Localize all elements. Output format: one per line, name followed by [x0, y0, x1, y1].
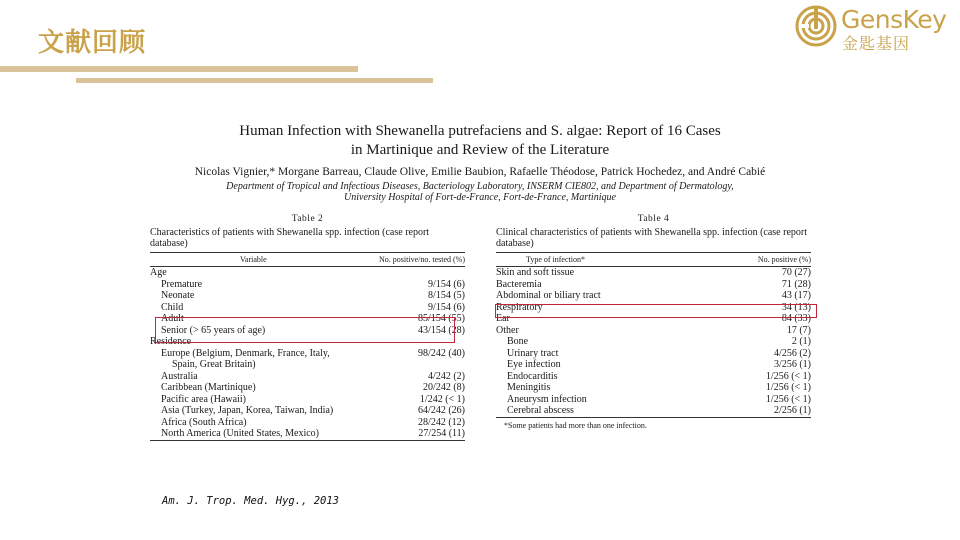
table-row	[150, 290, 465, 302]
row-label: Spain, Great Britain)	[172, 359, 256, 370]
table-4	[496, 214, 811, 430]
row-label: Respiratory	[496, 301, 543, 313]
row-value: 70 (27)	[781, 267, 811, 278]
logo-name: GensKey	[841, 5, 947, 34]
row-label: Adult	[161, 313, 184, 324]
row-label: Age	[150, 267, 167, 278]
table-4-col-value: No. positive (%)	[757, 255, 811, 264]
decorative-bar-bottom	[76, 78, 433, 83]
row-label: Senior (> 65 years of age)	[161, 324, 266, 336]
table-4-caption: Clinical characteristics of patients with Shewanella spp. infection (case report database)	[496, 227, 808, 249]
table-row	[496, 336, 811, 348]
table-2-header	[150, 252, 465, 267]
decorative-bar-top	[0, 66, 358, 72]
row-value: 8/154 (5)	[428, 290, 465, 301]
row-value: 98/242 (40)	[418, 347, 465, 359]
table-row	[150, 302, 465, 314]
row-value: 27/254 (11)	[418, 428, 465, 439]
row-label: North America (United States, Mexico)	[161, 428, 320, 439]
row-value: 9/154 (6)	[428, 278, 465, 290]
table-row	[496, 325, 811, 337]
row-label: Residence	[150, 336, 192, 347]
row-label: Europe (Belgium, Denmark, France, Italy,	[161, 347, 330, 359]
table-2-col-variable: Variable	[240, 255, 267, 264]
row-value: 2/256 (1)	[774, 405, 811, 416]
highlight-box-respiratory	[495, 301, 817, 318]
table-2-bottom-rule	[150, 440, 465, 441]
row-value: 71 (28)	[781, 278, 811, 290]
row-value: 84 (33)	[781, 313, 811, 324]
paper-title	[150, 122, 810, 160]
table-row	[150, 405, 465, 417]
affiliation-line2: University Hospital of Fort-de-France, Fort-de-France, Martinique	[344, 192, 616, 203]
row-value: 9/154 (6)	[428, 301, 465, 313]
row-value: 4/242 (2)	[428, 370, 465, 382]
table-2-caption: Characteristics of patients with Shewanella spp. infection (case report database)	[150, 227, 430, 249]
row-label: Abdominal or biliary tract	[496, 290, 601, 301]
row-value: 3/256 (1)	[774, 359, 811, 370]
row-label: Ear	[496, 313, 510, 324]
table-row	[496, 405, 811, 417]
table-row	[150, 267, 465, 279]
row-label: Asia (Turkey, Japan, Korea, Taiwan, India)	[161, 405, 334, 416]
table-4-body	[496, 267, 811, 417]
table-row	[150, 371, 465, 383]
table-row	[496, 394, 811, 406]
row-label: Meningitis	[507, 382, 551, 393]
row-label: Neonate	[161, 290, 195, 301]
table-4-name: Table 4	[637, 214, 670, 224]
slide-title: 文献回顾	[38, 28, 147, 58]
row-label: Premature	[161, 278, 203, 290]
citation: Am. J. Trop. Med. Hyg., 2013	[162, 495, 340, 507]
row-label: Caribbean (Martinique)	[161, 382, 256, 393]
table-row	[496, 371, 811, 383]
table-2-col-value: No. positive/no. tested (%)	[379, 255, 465, 264]
table-4-col-type: Type of infection*	[526, 255, 585, 264]
table-row	[150, 382, 465, 394]
table-4-footnote: *Some patients had more than one infection.	[504, 420, 647, 430]
row-label: Other	[496, 324, 519, 336]
highlight-box-age	[155, 317, 455, 343]
row-value: 17 (7)	[786, 324, 811, 336]
affiliation-line1: Department of Tropical and Infectious Diseases, Bacteriology Laboratory, INSERM CIE802, and Department of Dermatology,	[226, 181, 734, 192]
logo-subtitle: 金匙基因	[842, 34, 911, 53]
table-row	[150, 359, 465, 371]
table-row	[496, 348, 811, 360]
row-label: Africa (South Africa)	[161, 416, 247, 428]
row-label: Aneurysm infection	[507, 393, 587, 405]
row-value: 2 (1)	[791, 336, 811, 347]
table-row	[496, 382, 811, 394]
paper-authors: Nicolas Vignier,* Morgane Barreau, Claude Olive, Emilie Baubion, Rafaelle Théodose, Patrick Hochedez, and André Cabié	[194, 166, 766, 178]
logo-mark-icon	[795, 5, 837, 47]
row-value: 34 (13)	[781, 301, 811, 313]
paper-title-line1: Human Infection with Shewanella putrefaciens and S. algae: Report of 16 Cases	[239, 123, 721, 139]
row-label: Pacific area (Hawaii)	[161, 393, 246, 405]
paper-affiliation	[150, 181, 810, 203]
table-2-body	[150, 267, 465, 440]
table-row	[496, 290, 811, 302]
paper-title-line2: in Martinique and Review of the Literature	[350, 142, 610, 158]
table-row	[150, 279, 465, 291]
row-value: 1/256 (< 1)	[765, 393, 811, 405]
row-value: 1/256 (< 1)	[765, 382, 811, 393]
row-value: 20/242 (8)	[423, 382, 465, 393]
row-label: Endocarditis	[507, 370, 558, 382]
row-value: 85/154 (55)	[418, 313, 465, 324]
table-row	[150, 428, 465, 440]
company-logo	[795, 5, 955, 53]
row-value: 28/242 (12)	[418, 416, 465, 428]
row-label: Australia	[161, 370, 198, 382]
table-row	[496, 267, 811, 279]
table-2-name: Table 2	[291, 214, 324, 224]
row-value: 1/256 (< 1)	[765, 370, 811, 382]
row-label: Cerebral abscess	[507, 405, 574, 416]
row-value: 43 (17)	[781, 290, 811, 301]
row-value: 1/242 (< 1)	[419, 393, 465, 405]
row-value: 64/242 (26)	[418, 405, 465, 416]
table-row	[150, 348, 465, 360]
row-label: Urinary tract	[507, 347, 559, 359]
table-row	[150, 417, 465, 429]
table-row	[496, 279, 811, 291]
row-label: Eye infection	[507, 359, 561, 370]
row-label: Bone	[507, 336, 529, 347]
row-value: 43/154 (28)	[418, 324, 465, 336]
row-label: Bacteremia	[496, 278, 542, 290]
row-label: Skin and soft tissue	[496, 267, 575, 278]
table-row	[496, 359, 811, 371]
table-4-header	[496, 252, 811, 267]
row-label: Child	[161, 301, 184, 313]
table-row	[150, 394, 465, 406]
row-value: 4/256 (2)	[774, 347, 811, 359]
table-4-bottom-rule	[496, 417, 811, 418]
